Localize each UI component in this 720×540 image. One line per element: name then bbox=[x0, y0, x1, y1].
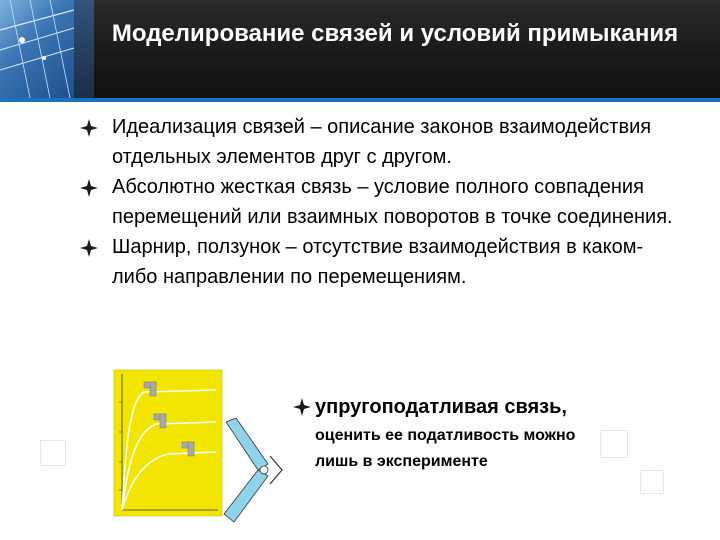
decor-square bbox=[40, 440, 66, 466]
bullet-item bbox=[80, 112, 680, 172]
diamond-bullet-icon bbox=[80, 239, 98, 257]
header-decor-image bbox=[0, 0, 74, 98]
elastic-heading bbox=[293, 395, 693, 419]
bullet-list bbox=[80, 112, 680, 292]
bullet-text: Абсолютно жесткая связь – условие полного совпадения перемещений или взаимных поворотов в точке соединения. bbox=[112, 176, 673, 228]
elastic-connection-note bbox=[293, 395, 693, 475]
bullet-item bbox=[80, 172, 680, 232]
slide-title: Моделирование связей и условий примыкания bbox=[111, 20, 679, 47]
slide-header bbox=[0, 0, 720, 102]
elastic-heading-text: упругоподатливая связь, bbox=[315, 396, 567, 418]
bullet-item bbox=[80, 232, 680, 292]
elastic-desc-line: лишь в эксперименте bbox=[315, 453, 488, 470]
bullet-text: Идеализация связей – описание законов взаимодействия отдельных элементов друг с другом. bbox=[112, 116, 652, 168]
diamond-bullet-icon bbox=[80, 119, 98, 137]
diamond-bullet-icon bbox=[293, 398, 311, 416]
diamond-bullet-icon bbox=[80, 179, 98, 197]
joint-diagram-icon bbox=[222, 418, 290, 526]
header-decor-strip bbox=[74, 0, 94, 98]
elastic-description bbox=[315, 423, 693, 475]
bullet-text: Шарнир, ползунок – отсутствие взаимодействия в каком-либо направлении по перемещениям. bbox=[112, 236, 644, 288]
elastic-desc-line: оценить ее податливость можно bbox=[315, 427, 576, 444]
